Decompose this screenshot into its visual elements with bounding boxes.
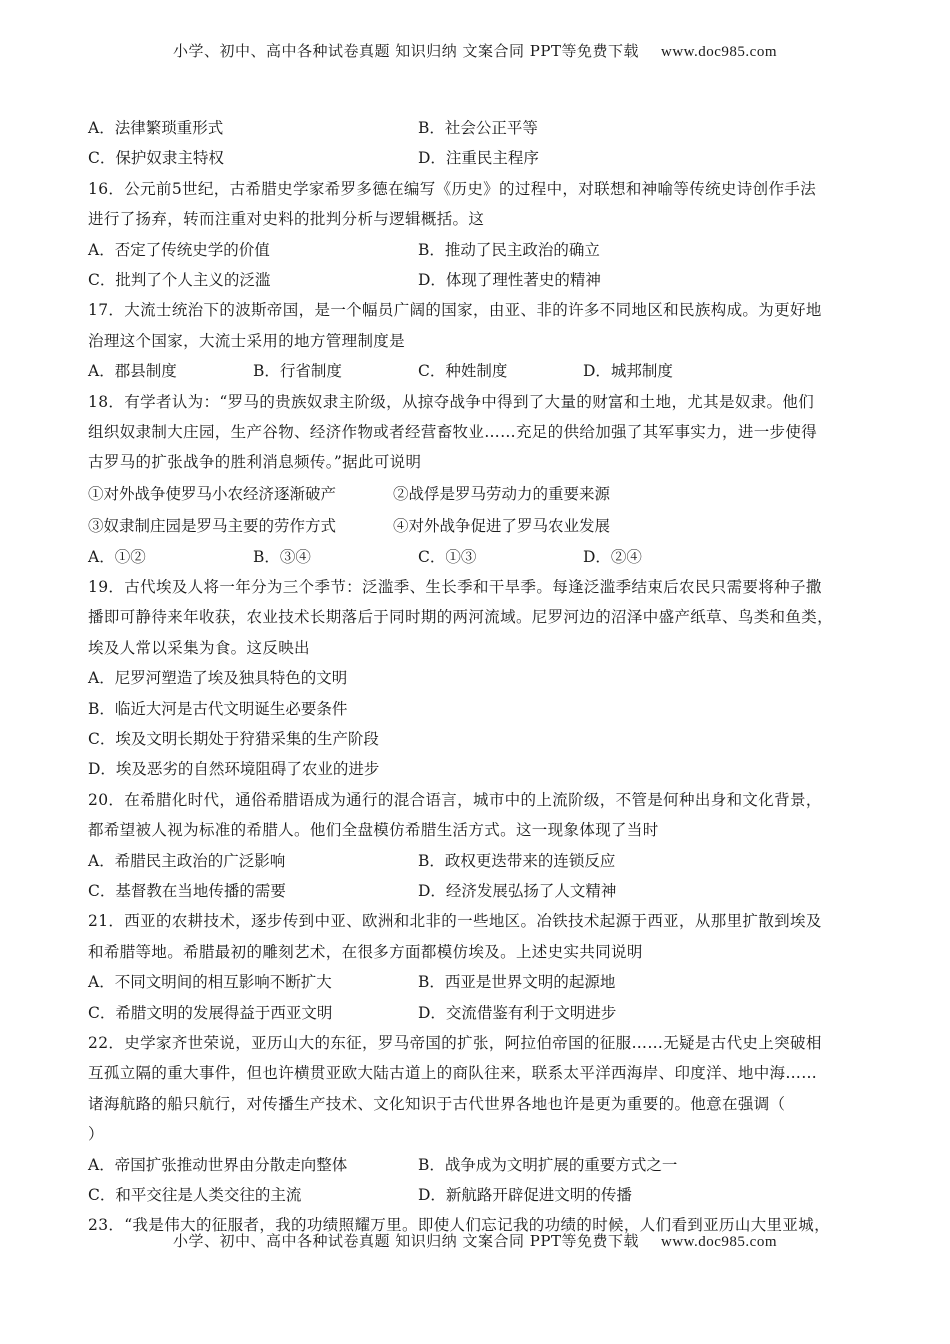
q16-option-b: B．推动了民主政治的确立 xyxy=(418,240,600,259)
q22-option-c: C．和平交往是人类交往的主流 xyxy=(88,1185,302,1204)
q22-stem-line1: 22．史学家齐世荣说，亚历山大的东征，罗马帝国的扩张，阿拉伯帝国的征服……无疑是古代史上突破相 xyxy=(88,1033,822,1052)
q19-option-d: D．埃及恶劣的自然环境阻碍了农业的进步 xyxy=(88,760,380,779)
q17-options xyxy=(88,356,878,386)
q18-stem-line2: 组织奴隶制大庄园，生产谷物、经济作物或者经营畜牧业……充足的供给加强了其军事实力，进一步使得 xyxy=(88,422,818,441)
q16-option-a: A．否定了传统史学的价值 xyxy=(88,240,270,259)
q22-stem-line3: 诸海航路的船只航行，对传播生产技术、文化知识于古代世界各地也许是更为重要的。他意在强调（ xyxy=(88,1094,786,1113)
footer-text: 小学、初中、高中各种试卷真题 知识归纳 文案合同 PPT等免费下载 xyxy=(172,1232,639,1250)
q16-options-ab xyxy=(88,235,878,265)
q18-options xyxy=(88,542,878,572)
q20-options-cd xyxy=(88,876,878,906)
page-footer-banner xyxy=(0,1230,950,1251)
q18-statement-4: ④对外战争促进了罗马农业发展 xyxy=(393,516,611,535)
q21-options-cd xyxy=(88,998,878,1028)
q19-option-c: C．埃及文明长期处于狩猎采集的生产阶段 xyxy=(88,730,379,749)
q17-stem-line1: 17．大流士统治下的波斯帝国，是一个幅员广阔的国家，由亚、非的许多不同地区和民族构成。为更好地 xyxy=(88,301,822,320)
page-header-banner xyxy=(0,40,950,61)
q17-option-b: B．行省制度 xyxy=(253,362,342,381)
q22-options-cd xyxy=(88,1180,878,1210)
q16-stem-line1: 16．公元前5世纪，古希腊史学家希罗多德在编写《历史》的过程中，对联想和神喻等传统史诗创作手法 xyxy=(88,179,817,198)
q19-option-b: B．临近大河是古代文明诞生必要条件 xyxy=(88,699,348,718)
q20-option-c: C．基督教在当地传播的需要 xyxy=(88,881,286,900)
q21-option-a: A．不同文明间的相互影响不断扩大 xyxy=(88,973,332,992)
q21-option-d: D．交流借鉴有利于文明进步 xyxy=(418,1003,617,1022)
q15-options-cd xyxy=(88,143,878,173)
q21-option-c: C．希腊文明的发展得益于西亚文明 xyxy=(88,1003,333,1022)
q15-option-c: C．保护奴隶主特权 xyxy=(88,149,224,168)
q18-statements-34 xyxy=(88,510,878,542)
q15-option-d: D．注重民主程序 xyxy=(418,149,539,168)
q20-option-d: D．经济发展弘扬了人文精神 xyxy=(418,881,617,900)
q23-stem-line1: 23．“我是伟大的征服者，我的功绩照耀万里。即使人们忘记我的功绩的时候，人们看到亚历山大里亚城， xyxy=(88,1216,830,1235)
q22-options-ab xyxy=(88,1150,878,1180)
q18-option-a: A．①② xyxy=(88,547,146,566)
q21-options-ab xyxy=(88,967,878,997)
q18-stem-line1: 18．有学者认为：“罗马的贵族奴隶主阶级，从掠夺战争中得到了大量的财富和土地，尤其是奴隶。他们 xyxy=(88,392,815,411)
q16-stem-line2: 进行了扬弃，转而注重对史料的批判分析与逻辑概括。这 xyxy=(88,210,485,229)
q21-option-b: B．西亚是世界文明的起源地 xyxy=(418,973,616,992)
q21-stem-line2: 和希腊等地。希腊最初的雕刻艺术，在很多方面都模仿埃及。上述史实共同说明 xyxy=(88,942,643,961)
q15-option-b: B．社会公正平等 xyxy=(418,119,538,137)
q18-stem-line3: 古罗马的扩张战争的胜利消息频传。”据此可说明 xyxy=(88,453,422,472)
q20-option-a: A．希腊民主政治的广泛影响 xyxy=(88,851,286,870)
q20-stem-line2: 都希望被人视为标准的希腊人。他们全盘模仿希腊生活方式。这一现象体现了当时 xyxy=(88,821,659,840)
q22-option-d: D．新航路开辟促进文明的传播 xyxy=(418,1185,632,1204)
q20-options-ab xyxy=(88,846,878,876)
q19-stem-line3: 埃及人常以采集为食。这反映出 xyxy=(88,638,310,657)
q22-option-b: B．战争成为文明扩展的重要方式之一 xyxy=(418,1155,678,1174)
q18-option-c: C．①③ xyxy=(418,547,477,566)
q18-statement-3: ③奴隶制庄园是罗马主要的劳作方式 xyxy=(88,516,337,535)
q19-stem-line2: 播即可静待来年收获，农业技术长期落后于同时期的两河流域。尼罗河边的沼泽中盛产纸草、鸟类和鱼类， xyxy=(88,608,833,627)
q21-stem-line1: 21．西亚的农耕技术，逐步传到中亚、欧洲和北非的一些地区。冶铁技术起源于西亚，从那里扩散到埃及 xyxy=(88,912,822,931)
q18-statement-2: ②战俘是罗马劳动力的重要来源 xyxy=(393,484,611,503)
q18-option-d: D．②④ xyxy=(583,547,642,566)
q15-option-a: A．法律繁琐重形式 xyxy=(88,119,224,137)
q16-option-d: D．体现了理性著史的精神 xyxy=(418,270,601,289)
q17-stem-line2: 治理这个国家，大流士采用的地方管理制度是 xyxy=(88,331,406,350)
q22-option-a: A．帝国扩张推动世界由分散走向整体 xyxy=(88,1155,348,1174)
q16-option-c: C．批判了个人主义的泛滥 xyxy=(88,270,271,289)
q16-options-cd xyxy=(88,265,878,295)
q20-stem-line1: 20．在希腊化时代，通俗希腊语成为通行的混合语言，城市中的上流阶级，不管是何种出身和文化背景， xyxy=(88,790,822,809)
q17-option-a: A．郡县制度 xyxy=(88,362,177,381)
q18-statement-1: ①对外战争使罗马小农经济逐渐破产 xyxy=(88,484,337,503)
q22-stem-line2: 互孤立隔的重大事件，但也许横贯亚欧大陆古道上的商队往来，联系太平洋西海岸、印度洋、地中海…… xyxy=(88,1064,818,1083)
footer-site-link[interactable]: www.doc985.com xyxy=(660,1234,777,1250)
q20-option-b: B．政权更迭带来的连锁反应 xyxy=(418,851,616,870)
q19-option-a: A．尼罗河塑造了埃及独具特色的文明 xyxy=(88,669,348,688)
q19-stem-line1: 19．古代埃及人将一年分为三个季节：泛滥季、生长季和干旱季。每逢泛滥季结束后农民只需要将种子撒 xyxy=(88,578,822,597)
q18-option-b: B．③④ xyxy=(253,547,311,566)
q17-option-c: C．种姓制度 xyxy=(418,362,508,381)
q18-statements-12 xyxy=(88,478,878,510)
q17-option-d: D．城邦制度 xyxy=(583,362,673,381)
q15-options-ab xyxy=(88,113,878,143)
q22-stem-line4: ） xyxy=(88,1125,104,1144)
exam-content xyxy=(88,113,878,1241)
header-site-link[interactable]: www.doc985.com xyxy=(660,44,777,60)
header-text: 小学、初中、高中各种试卷真题 知识归纳 文案合同 PPT等免费下载 xyxy=(172,42,639,60)
